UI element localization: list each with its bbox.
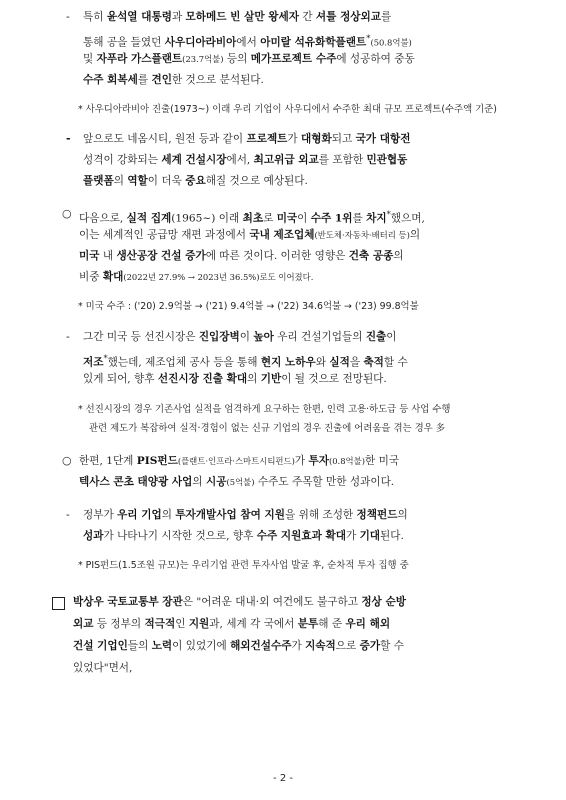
page-number: - 2 - [273,773,293,784]
text-line: 앞으로도 네옴시티, 원전 등과 같이 프로젝트가 대형화되고 국가 대항전 [83,133,411,145]
dash-marker: - [66,330,70,343]
text-line: 플랫폼의 역할이 더욱 중요해질 것으로 예상된다. [83,175,308,187]
text-line: 있게 되어, 향후 선진시장 진출 확대의 기반이 될 것으로 전망된다. [83,373,387,385]
dash-marker: - [66,132,71,145]
text-line: 외교 등 정부의 적극적인 지원과, 세계 각 국에서 분투해 준 우리 해외 [73,618,391,630]
text-line: 미국 내 생산공장 건설 증가에 따른 것이다. 이러한 영향은 건축 공종의 [79,250,404,262]
dash-marker: - [66,10,70,23]
text-line: 한편, 1단계 PIS펀드(플랜트·인프라·스마트시티펀드)가 투자(0.8억불)한 미국 [79,455,400,467]
dash-marker: - [66,508,70,521]
text-line: 저조*했는데, 제조업체 공사 등을 통해 현지 노하우와 실적을 축적할 수 [83,353,408,369]
text-line: 다음으로, 실적 집계(1965~) 이래 최초로 미국이 수주 1위를 차지*했으며, [79,209,425,225]
text-line: 박상우 국토교통부 장관은 "어려운 대내·외 여건에도 불구하고 정상 순방 [73,596,406,608]
circle-marker: ○ [62,207,72,220]
text-line: 및 자푸라 가스플랜트(23.7억불) 등의 메가프로젝트 수주에 성공하여 중동 [83,53,415,65]
text-line: 통해 공을 들였던 사우디아라비아에서 아미랄 석유화학플랜트*(50.8억불) [83,33,412,49]
text-line: 특히 윤석열 대통령과 모하메드 빈 살만 왕세자 간 셔틀 정상외교를 [83,11,392,23]
text-line: 비중 확대(2022년 27.9% → 2023년 36.5%)로도 이어졌다. [79,271,314,283]
text-line: 정부가 우리 기업의 투자개발사업 참여 지원을 위해 조성한 정책펀드의 [83,509,408,521]
text-line: 그간 미국 등 선진시장은 진입장벽이 높아 우리 건설기업들의 진출이 [83,331,397,343]
checkbox-square-icon [52,597,65,610]
text-line: 있었다"면서, [73,662,133,674]
footnote-usa: * 미국 수주 : ('20) 2.9억불 → ('21) 9.4억불 → ('22) 34.6억불 → ('23) 99.8억불 [78,301,419,312]
footnote-pis-fund: * PIS펀드(1.5조원 규모)는 우리기업 관련 투자사업 발굴 후, 순차적 투자 집행 중 [78,560,409,571]
document-page: - 특히 윤석열 대통령과 모하메드 빈 살만 왕세자 간 셔틀 정상외교를 통해 공을 들였던 사우디아라비아에서 아미랄 석유화학플랜트*(50.8억불) 및 자푸라 가스플랜트(23.7억불) 등의 메가프로젝트 수주에 성공하여 중동 수주 회복세를 견인한 것으로 분석된다. * 사우디아라비아 진출(1973~) 이래 우리 기업이 사우디에서 수주한 최대 규모 프로젝트(수주액 기준) - 앞으로도 네옴시티, 원전 등과 같이 프로젝트가 대형화되고 국가 대항전 성격이 강화되는 세계 건설시장에서, 최고위급 외교를 포함한 민관협동 플랫폼의 역할이 더욱 중요해질 것으로 예상된다. ○ 다음으로, 실적 집계(1965~) 이래 최초로 미국이 수주 1위를 차지*했으며, 이는 세계적인 공급망 재편 과정에서 국내 제조업체(반도체·자동차·배터리 등)의 미국 내 생산공장 건설 증가에 따른 것이다. 이러한 영향은 건축 공종의 비중 확대(2022년 27.9% → 2023년 36.5%)로도 이어졌다. * 미국 수주 : ('20) 2.9억불 → ('21) 9.4억불 → ('22) 34.6억불 → ('23) 99.8억불 - 그간 미국 등 선진시장은 진입장벽이 높아 우리 건설기업들의 진출이 저조*했는데, 제조업체 공사 등을 통해 현지 노하우와 실적을 축적할 수 있게 되어, 향후 선진시장 진출 확대의 기반이 될 것으로 전망된다. * 선진시장의 경우 기존사업 실적을 엄격하게 요구하는 한편, 인력 고용·하도급 등 사업 수행 관련 제도가 복잡하여 실적·경험이 없는 신규 기업의 경우 진출에 어려움을 겪는 경우 多 ○ 한편, 1단계 PIS펀드(플랜트·인프라·스마트시티펀드)가 투자(0.8억불)한 미국 텍사스 콘초 태양광 사업의 시공(5억불) 수주도 주목할 만한 성과이다. - 정부가 우리 기업의 투자개발사업 참여 지원을 위해 조성한 정책펀드의 성과가 나타나기 시작한 것으로, 향후 수주 지원효과 확대가 기대된다. * PIS펀드(1.5조원 규모)는 우리기업 관련 투자사업 발굴 후, 순차적 투자 집행 중 박상우 국토교통부 장관은 "어려운 대내·외 여건에도 불구하고 정상 순방 외교 등 정부의 적극적인 지원과, 세계 각 국에서 분투해 준 우리 해외 건설 기업인들의 노력이 있었기에 해외건설수주가 지속적으로 증가할 수 있었다"면서, - 2 - [0,0,566,800]
circle-marker: ○ [62,454,72,467]
footnote-saudi: * 사우디아라비아 진출(1973~) 이래 우리 기업이 사우디에서 수주한 최대 규모 프로젝트(수주액 기준) [78,104,497,115]
text-line: 이는 세계적인 공급망 재편 과정에서 국내 제조업체(반도체·자동차·배터리 등)의 [79,229,421,241]
text-line: 건설 기업인들의 노력이 있었기에 해외건설수주가 지속적으로 증가할 수 [73,640,404,652]
text-line: 성과가 나타나기 시작한 것으로, 향후 수주 지원효과 확대가 기대된다. [83,530,404,542]
text-line: 수주 회복세를 견인한 것으로 분석된다. [83,74,264,86]
text-line: 텍사스 콘초 태양광 사업의 시공(5억불) 수주도 주목할 만한 성과이다. [79,476,395,488]
text-line: 성격이 강화되는 세계 건설시장에서, 최고위급 외교를 포함한 민관협동 [83,154,408,166]
